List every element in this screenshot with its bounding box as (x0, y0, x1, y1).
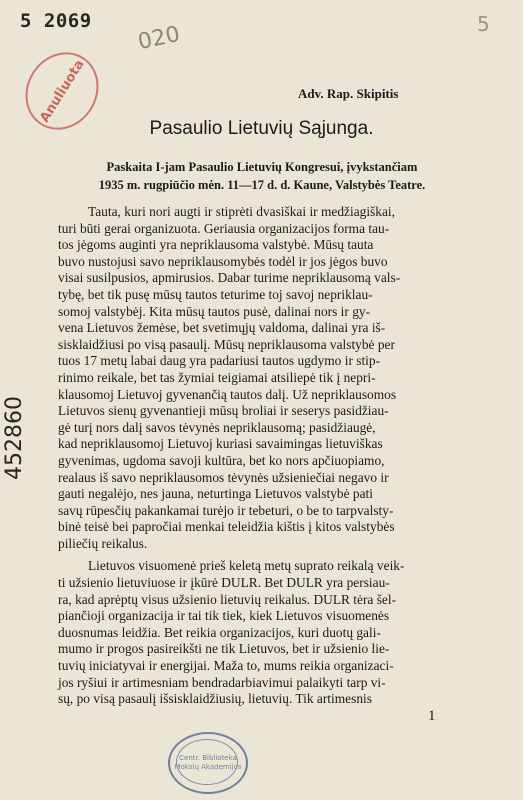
annulled-stamp-text: Anuliuota (36, 57, 88, 125)
text-line: piliečių reikalus. (58, 535, 148, 551)
text-line: Lietuvos visuomenė prieš keletą metų suprato reikalą veik- (88, 558, 405, 574)
subtitle-line: Paskaita I-jam Pasaulio Lietuvių Kongresui, įvykstančiam (106, 160, 418, 174)
text-line: sų, po visą pasaulį išsisklaidžiusių, lietuvių. Tik artimesnis (58, 691, 372, 707)
library-stamp (168, 732, 248, 794)
text-line: vena Lietuvos žemėse, bet svetimųjų valdoma, dalinai yra iš- (58, 320, 386, 336)
text-line: turi būti gerai organizuota. Geriausia organizacijos forma tau- (58, 220, 390, 236)
paragraph-2 (58, 558, 448, 707)
text-line: realaus iš savo nepriklausomos tėvynės užsieniečiai negavo ir (58, 469, 389, 485)
text-line: buvo nustojusi savo nepriklausomybės todėl ir jos jėgos buvo (58, 253, 388, 269)
text-line: mumo ir progos pasireikšti ne tik Lietuvos, bet ir užsienio lie- (58, 641, 390, 657)
text-line: gauti negalėjo, nes jauna, neturtinga Lietuvos valstybė pati (58, 486, 373, 502)
pencil-annotation: 020 (135, 21, 183, 56)
subtitle (56, 158, 468, 194)
text-line: duosnumas leidžia. Bet reikia organizacijos, kuri duotų gali- (58, 624, 381, 640)
text-line: klausomoj Lietuvoj gyvenančią tautos dalį. Už nepriklausomos (58, 386, 397, 402)
text-line: ti užsienio lietuviuose ir įkūrė DULR. Bet DULR yra persiau- (58, 575, 390, 591)
corner-annotation: 5 (477, 12, 490, 36)
page-number: 1 (428, 708, 436, 724)
text-line: tos jėgoms auginti yra nepriklausoma valstybė. Mūsų tauta (58, 237, 374, 253)
text-line: rinimo reikale, bet tas žymiai teigiamai atsiliepė tik į nepri- (58, 369, 376, 385)
inventory-number: 452860 (2, 396, 27, 480)
text-line: kad nepriklausomoj Lietuvoj kuriasi savaimingas lietuviškas (58, 436, 383, 452)
text-line: sisklaidžiusi po visą pasaulį. Mūsų nepriklausoma valstybė per (58, 336, 395, 352)
library-stamp-line: Centr. Biblioteka (179, 754, 237, 762)
catalog-number: 5 2069 (20, 10, 92, 32)
text-line: gyvenimas, ugdoma savoji kultūra, bet ko nors apčiuopiamo, (58, 452, 385, 468)
text-line: savų rūpesčių pakankamai turėjo ir tebeturi, o be to tarpvalsty- (58, 502, 394, 518)
text-line: piančioji organizacija ir tai tik tiek, kiek Lietuvos visuomenės (58, 608, 390, 624)
text-line: tuos 17 metų labai daug yra padariusi tautos ugdymo ir stip- (58, 353, 381, 369)
subtitle-line: 1935 m. rugpiūčio mėn. 11—17 d. d. Kaune, Valstybės Teatre. (98, 178, 426, 192)
text-line: tuvių iniciatyvai ir energijai. Maža to, mums reikia organizaci- (58, 658, 394, 674)
text-line: ra, kad aprėptų visus užsienio lietuvių reikalus. DULR tėra šel- (58, 591, 397, 607)
library-stamp-line: Mokslų Akademijos (174, 763, 242, 771)
text-line: somoj valstybėj. Kita mūsų tautos pusė, dalinai nors ir gy- (58, 303, 371, 319)
text-line: Tauta, kuri nori augti ir stiprėti dvasiškai ir medžiagiškai, (88, 204, 395, 219)
page-title: Pasaulio Lietuvių Sąjunga. (149, 118, 374, 139)
text-line: gė turį nors dalį savos tėvynės nepriklausomą; pasidžiaugė, (58, 419, 376, 435)
text-line: Lietuvos sienų gyvenantieji mūsų broliai ir seserys pasidžiau- (58, 403, 389, 419)
text-line: tybę, bet tik pusę mūsų tautos teturime toj savoj nepriklau- (58, 286, 373, 302)
text-line: binė teisė bei papročiai menkai teleidžia kištis į kitos valstybės (58, 519, 395, 535)
body-text (58, 204, 448, 708)
text-line: visai susilpusios, apmirusios. Dabar turime nepriklausomą vals- (58, 270, 401, 286)
text-line: jos ryšiui ir artimesniam bendradarbiavimui palaikyti tarp vi- (58, 674, 386, 690)
author-line: Adv. Rap. Skipitis (298, 86, 399, 101)
paragraph-1 (58, 204, 448, 552)
